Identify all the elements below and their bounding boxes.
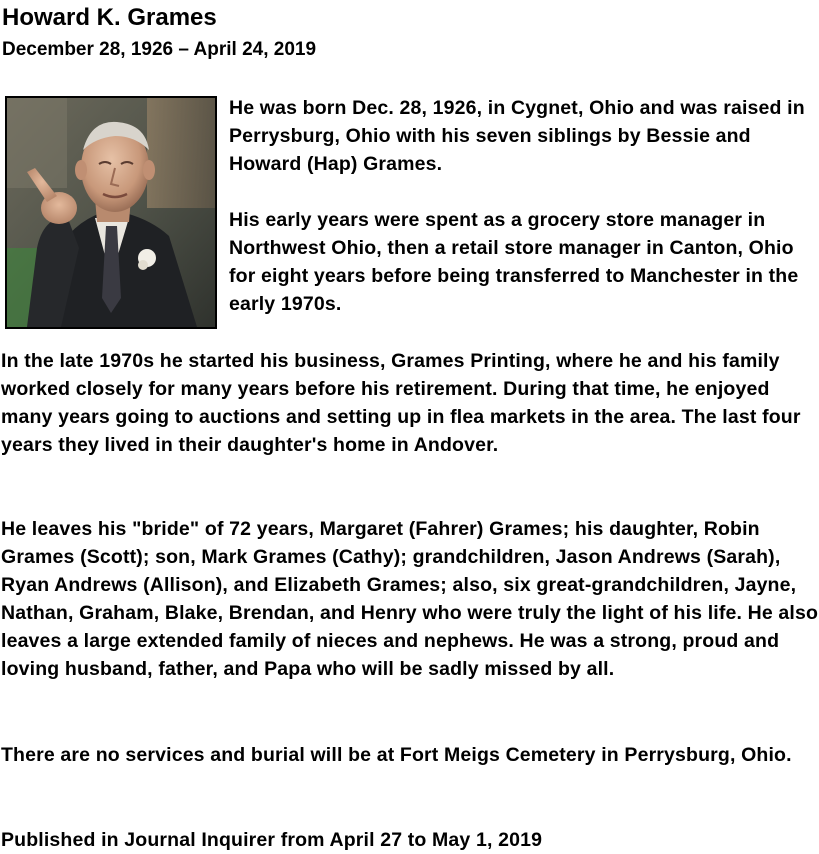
obituary-dates: December 28, 1926 – April 24, 2019 bbox=[2, 39, 317, 60]
portrait-photo-icon bbox=[5, 96, 217, 329]
paragraph-early-years: His early years were spent as a grocery store manager in Northwest Ohio, then a retail store manager in Canton, Ohio for eight years before being transferred to Manchester in the early 1970s. bbox=[229, 209, 799, 315]
paragraph-survivors: He leaves his "bride" of 72 years, Margaret (Fahrer) Grames; his daughter, Robin Grames (Scott); son, Mark Grames (Cathy); grandchildren, Jason Andrews (Sarah), Ryan Andrews (Allison), and Elizabeth Grames; also, six great-grandchildren, Jayne, Nathan, Graham, Blake, Brendan, and Henry who were truly the light of his life. He also leaves a large extended family of nieces and nephews. He was a strong, proud and loving husband, father, and Papa who will be sadly missed by all. bbox=[1, 518, 819, 680]
paragraph-birth: He was born Dec. 28, 1926, in Cygnet, Ohio and was raised in Perrysburg, Ohio with his seven siblings by Bessie and Howard (Hap) Grames. bbox=[229, 97, 805, 175]
paragraph-services: There are no services and burial will be at Fort Meigs Cemetery in Perrysburg, Ohio. bbox=[1, 744, 792, 766]
portrait-illustration bbox=[7, 98, 215, 327]
publication-note: Published in Journal Inquirer from April 27 to May 1, 2019 bbox=[1, 829, 543, 851]
obituary-name: Howard K. Grames bbox=[2, 4, 217, 31]
paragraph-business: In the late 1970s he started his business, Grames Printing, where he and his family worked closely for many years before his retirement. During that time, he enjoyed many years going to auctions and setting up in flea markets in the area. The last four years they lived in their daughter's home in Andover. bbox=[1, 350, 801, 456]
